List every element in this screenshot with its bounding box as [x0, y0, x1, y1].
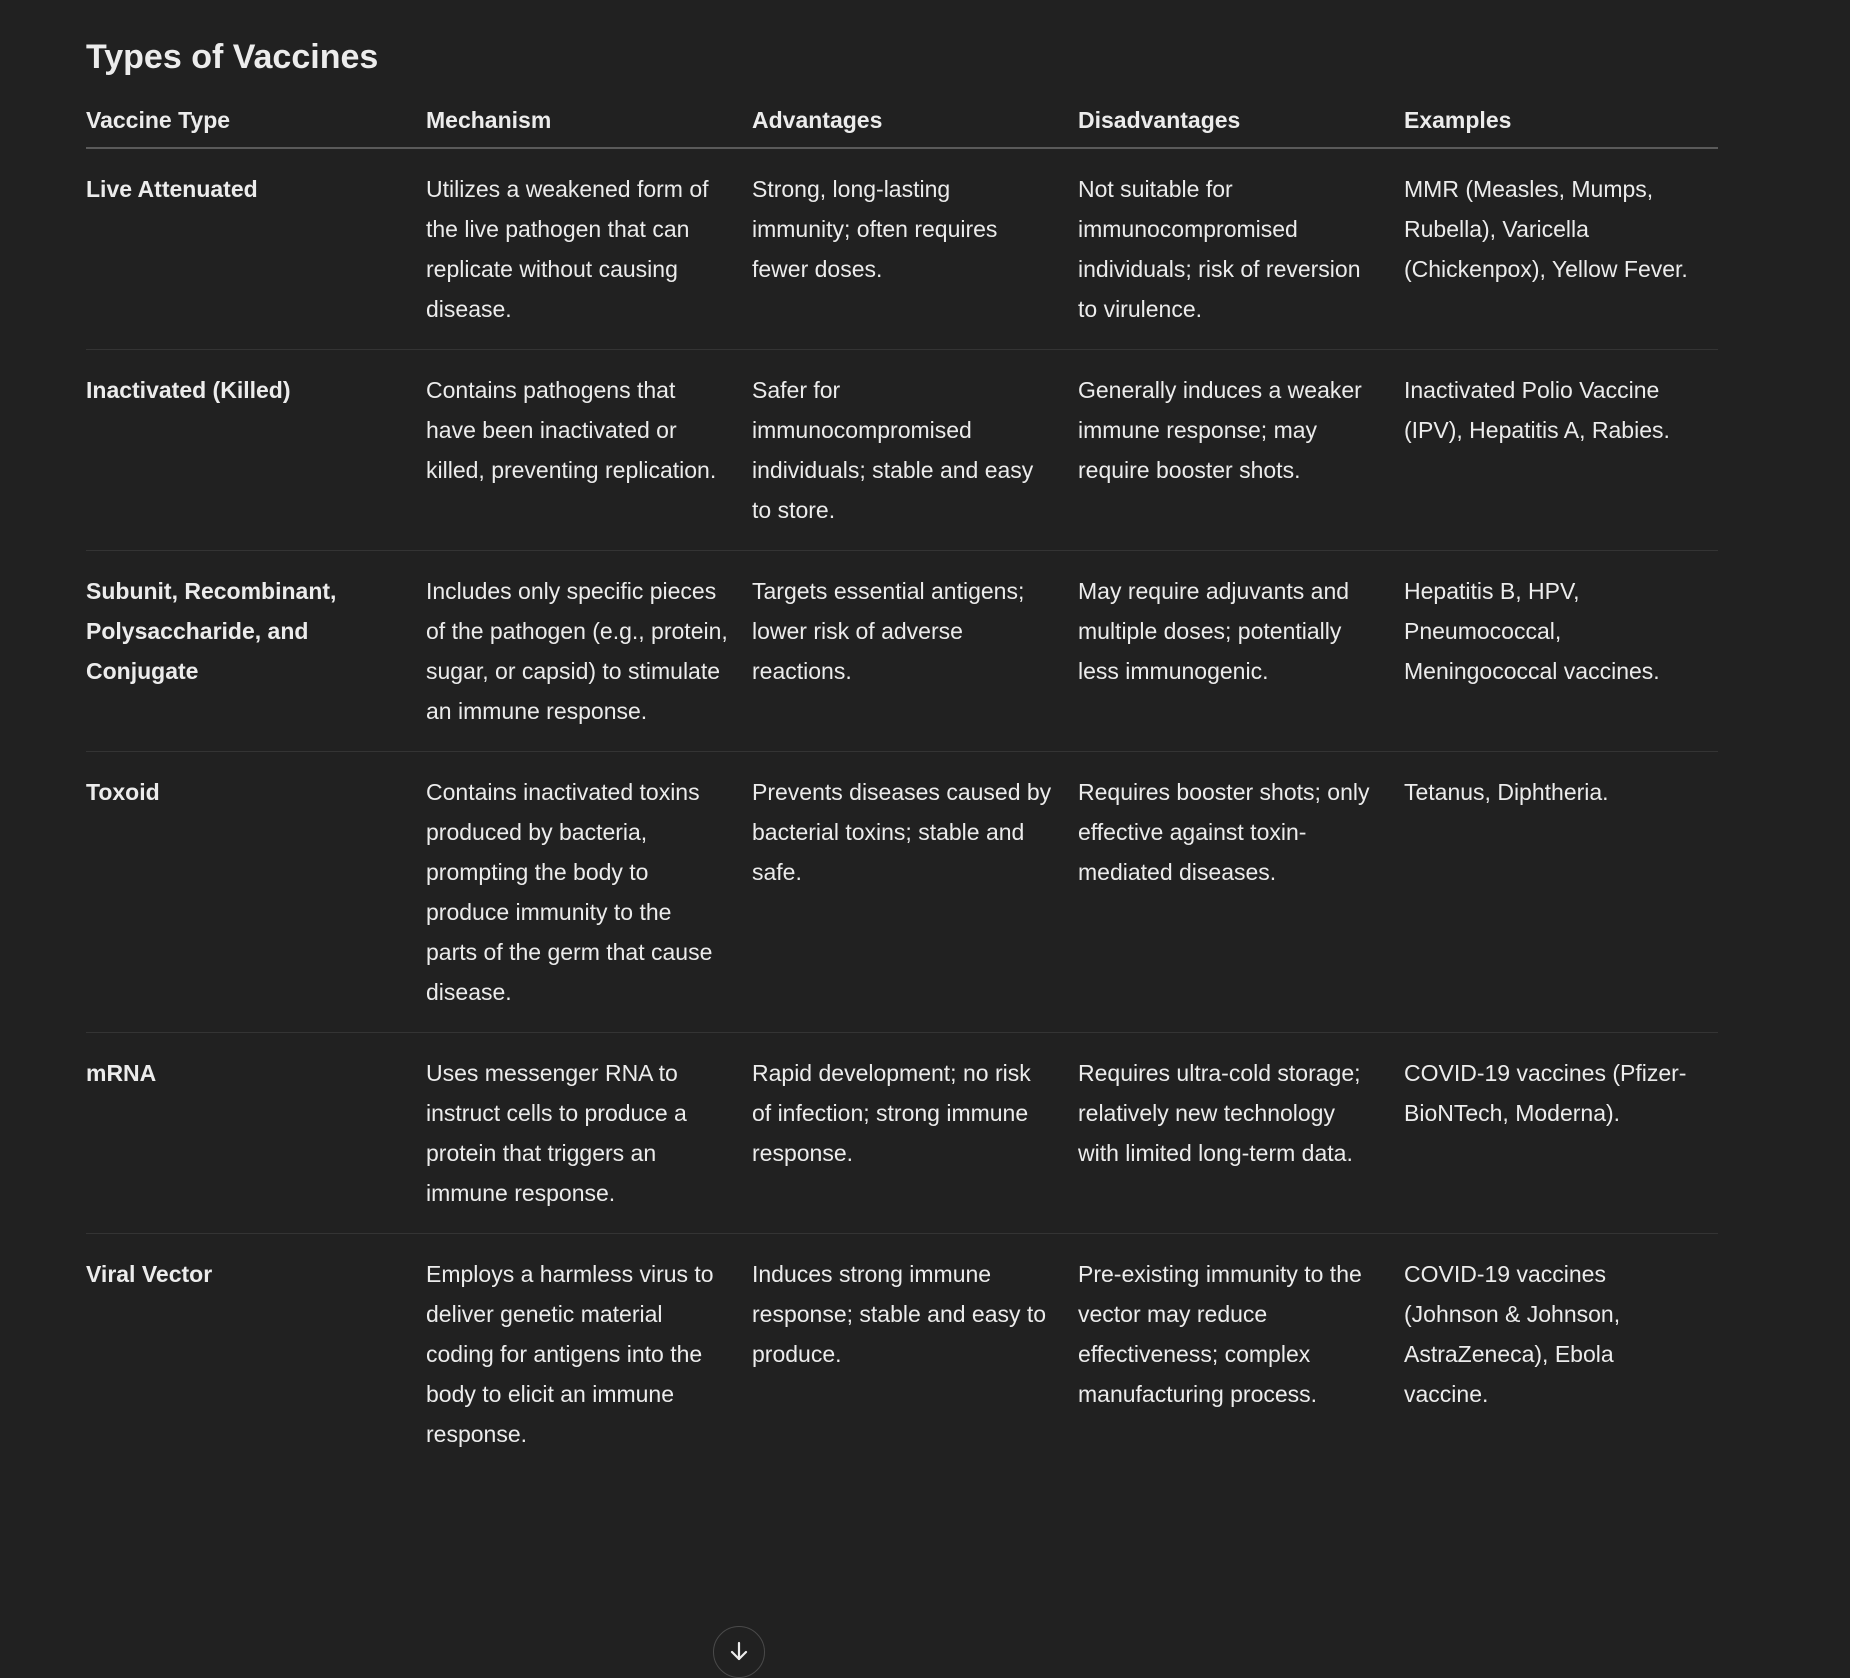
cell-examples: Tetanus, Diphtheria.: [1404, 752, 1718, 1033]
cell-disadvantages: Not suitable for immunocompromised individuals; risk of reversion to virulence.: [1078, 148, 1404, 350]
cell-vaccine-type: Viral Vector: [86, 1261, 213, 1287]
header-examples: Examples: [1404, 105, 1718, 148]
header-disadvantages: Disadvantages: [1078, 105, 1404, 148]
cell-advantages: Safer for immunocompromised individuals; stable and easy to store.: [752, 350, 1078, 551]
cell-disadvantages: Generally induces a weaker immune response; may require booster shots.: [1078, 350, 1404, 551]
table-header-row: [86, 105, 1718, 148]
cell-disadvantages: Requires booster shots; only effective against toxin-mediated diseases.: [1078, 752, 1404, 1033]
cell-examples: Inactivated Polio Vaccine (IPV), Hepatitis A, Rabies.: [1404, 350, 1718, 551]
cell-vaccine-type: Toxoid: [86, 752, 426, 1033]
cell-examples: COVID-19 vaccines (Pfizer-BioNTech, Moderna).: [1404, 1033, 1718, 1234]
table-row: [86, 350, 1718, 551]
vaccine-table: [86, 105, 1718, 1474]
cell-mechanism: Employs a harmless virus to deliver genetic material coding for antigens into the body to elicit an immune response.: [426, 1261, 714, 1447]
table-row: [86, 1234, 1718, 1475]
header-mechanism: Mechanism: [426, 105, 752, 148]
cell-vaccine-type: Inactivated (Killed): [86, 350, 426, 551]
cell-examples: Hepatitis B, HPV, Pneumococcal, Meningococcal vaccines.: [1404, 551, 1718, 752]
table-row: [86, 148, 1718, 350]
cell-examples: COVID-19 vaccines (Johnson & Johnson, AstraZeneca), Ebola vaccine.: [1404, 1261, 1621, 1407]
message-content: [86, 0, 1718, 1474]
cell-vaccine-type: Live Attenuated: [86, 148, 426, 350]
header-vaccine-type: Vaccine Type: [86, 105, 426, 148]
header-advantages: Advantages: [752, 105, 1078, 148]
cell-mechanism: Contains inactivated toxins produced by bacteria, prompting the body to produce immunity to the parts of the germ that cause disease.: [426, 752, 752, 1033]
cell-mechanism: Uses messenger RNA to instruct cells to produce a protein that triggers an immune response.: [426, 1033, 752, 1234]
cell-advantages: Strong, long-lasting immunity; often requires fewer doses.: [752, 148, 1078, 350]
scroll-down-button[interactable]: [713, 1626, 765, 1678]
cell-mechanism: Includes only specific pieces of the pathogen (e.g., protein, sugar, or capsid) to stimulate an immune response.: [426, 551, 752, 752]
section-title: Types of Vaccines: [86, 38, 379, 76]
cell-examples: MMR (Measles, Mumps, Rubella), Varicella (Chickenpox), Yellow Fever.: [1404, 148, 1718, 350]
table-row: [86, 752, 1718, 1033]
arrow-down-icon: [727, 1639, 751, 1663]
cell-disadvantages: Pre-existing immunity to the vector may reduce effectiveness; complex manufacturing process.: [1078, 1261, 1362, 1407]
cell-advantages: Prevents diseases caused by bacterial toxins; stable and safe.: [752, 752, 1078, 1033]
cell-disadvantages: Requires ultra-cold storage; relatively new technology with limited long-term data.: [1078, 1033, 1404, 1234]
cell-mechanism: Utilizes a weakened form of the live pathogen that can replicate without causing disease.: [426, 148, 752, 350]
cell-vaccine-type: Subunit, Recombinant, Polysaccharide, and Conjugate: [86, 551, 426, 752]
cell-advantages: Targets essential antigens; lower risk of adverse reactions.: [752, 551, 1078, 752]
table-row: [86, 1033, 1718, 1234]
table-row: [86, 551, 1718, 752]
cell-disadvantages: May require adjuvants and multiple doses; potentially less immunogenic.: [1078, 551, 1404, 752]
cell-vaccine-type: mRNA: [86, 1033, 426, 1234]
cell-mechanism: Contains pathogens that have been inactivated or killed, preventing replication.: [426, 350, 752, 551]
cell-advantages: Induces strong immune response; stable and easy to produce.: [752, 1261, 1047, 1367]
cell-advantages: Rapid development; no risk of infection; strong immune response.: [752, 1033, 1078, 1234]
